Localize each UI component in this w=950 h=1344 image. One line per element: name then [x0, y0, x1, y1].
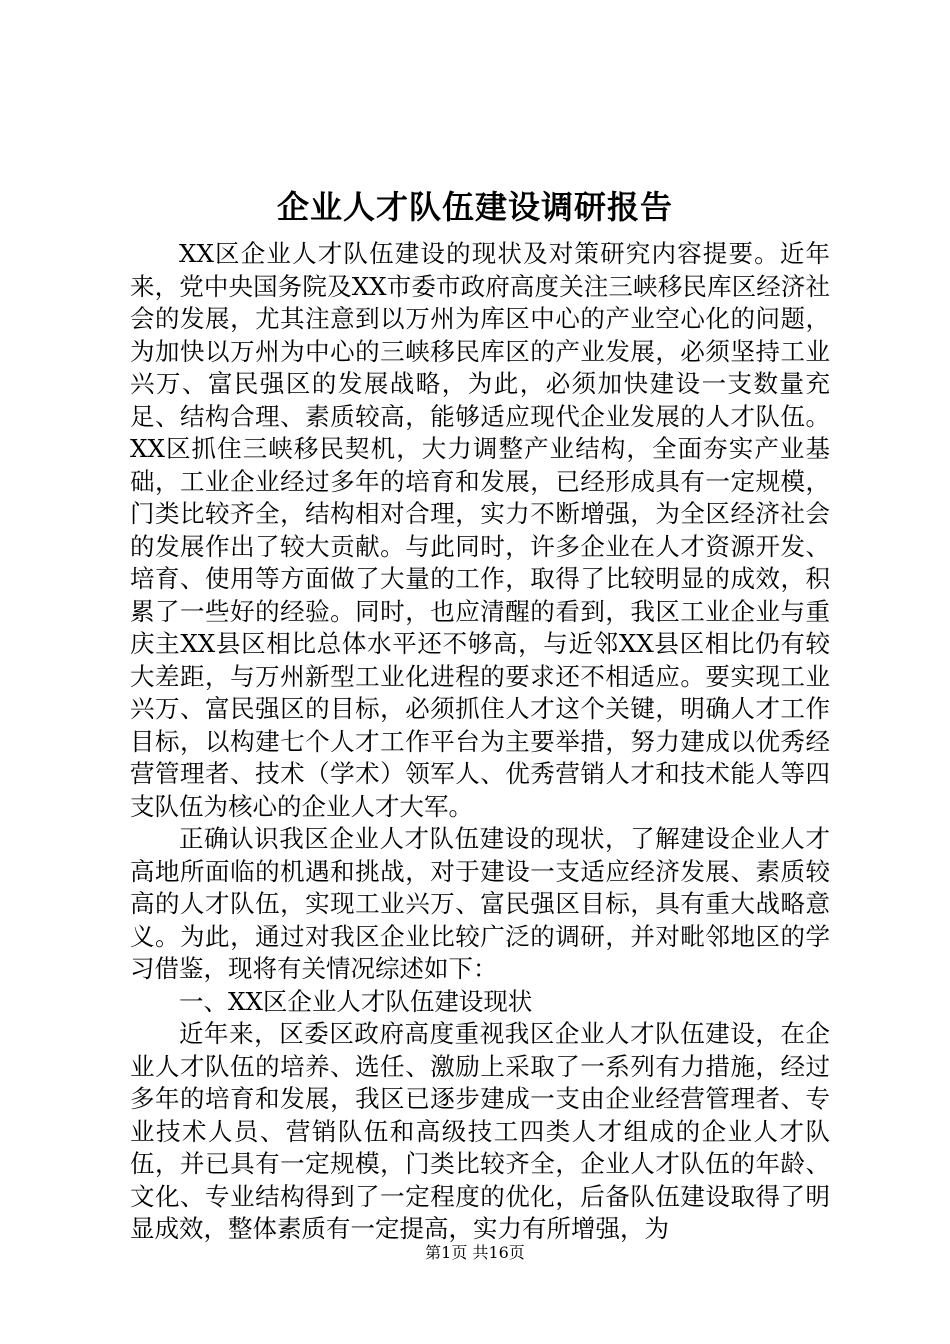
paragraph-status: 近年来，区委区政府高度重视我区企业人才队伍建设，在企业人才队伍的培养、选任、激励上采取了一系列有力措施，经过多年的培育和发展，我区已逐步建成一支由企业经营管理者、专业技术人员、营销队伍和高级技工四类人才组成的企业人才队伍，并已具有一定规模，门类比较齐全，企业人才队伍的年龄、文化、专业结构得到了一定程度的优化，后备队伍建设取得了明显成效，整体素质有一定提高，实力有所增强，为: [130, 1019, 830, 1243]
document-body: [130, 238, 830, 1246]
section-heading: 一、XX区企业人才队伍建设现状: [179, 986, 533, 1016]
page-number: 第1页 共16页: [425, 1243, 525, 1262]
paragraph-summary: XX区企业人才队伍建设的现状及对策研究内容提要。近年来，党中央国务院及XX市委市政府高度关注三峡移民库区经济社会的发展，尤其注意到以万州为库区中心的产业空心化的问题，为加快以万州为中心的三峡移民库区的产业发展，必须坚持工业兴万、富民强区的发展战略，为此，必须加快建设一支数量充足、结构合理、素质较高，能够适应现代企业发展的人才队伍。XX区抓住三峡移民契机，大力调整产业结构，全面夯实产业基础，工业企业经过多年的培育和发展，已经形成具有一定规模，门类比较齐全，结构相对合理，实力不断增强，为全区经济社会的发展作出了较大贡献。与此同时，许多企业在人才资源开发、培育、使用等方面做了大量的工作，取得了比较明显的成效，积累了一些好的经验。同时，也应清醒的看到，我区工业企业与重庆主XX县区相比总体水平还不够高，与近邻XX县区相比仍有较大差距，与万州新型工业化进程的要求还不相适应。要实现工业兴万、富民强区的目标，必须抓住人才这个关键，明确人才工作目标，以构建七个人才工作平台为主要举措，努力建成以优秀经营管理者、技术（学术）领军人、优秀营销人才和技术能人等四支队伍为核心的企业人才大军。: [130, 239, 830, 821]
document-title: 企业人才队伍建设调研报告: [276, 188, 673, 226]
page-footer: [0, 1241, 950, 1265]
paragraph-introduction: 正确认识我区企业人才队伍建设的现状，了解建设企业人才高地所面临的机遇和挑战，对于建设一支适应经济发展、素质较高的人才队伍，实现工业兴万、富民强区目标，具有重大战略意义。为此，通过对我区企业比较广泛的调研，并对毗邻地区的学习借鉴，现将有关情况综述如下：: [130, 824, 830, 983]
